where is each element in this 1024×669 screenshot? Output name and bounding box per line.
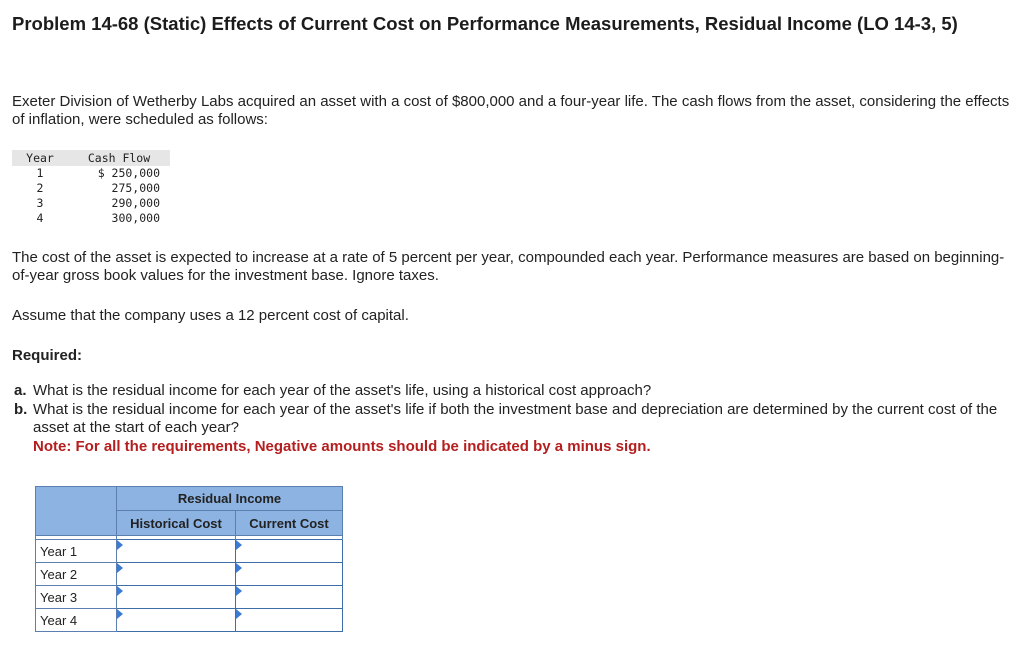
cash-flow-value: 290,000 <box>111 196 160 210</box>
input-marker-icon <box>117 609 123 619</box>
cash-flow-year: 1 <box>36 166 44 180</box>
question-list <box>14 382 1014 456</box>
table-row <box>36 586 343 609</box>
current-cost-input-cell[interactable] <box>236 609 343 632</box>
required-heading: Required: <box>12 347 83 364</box>
cash-flow-table <box>12 150 170 226</box>
question-letter: b. <box>14 400 28 418</box>
cash-flow-year: 2 <box>36 181 44 195</box>
table-row <box>36 540 343 563</box>
historical-cost-year-3-input[interactable] <box>117 587 235 607</box>
row-label-year-4: Year 4 <box>36 609 117 632</box>
cash-flow-row <box>12 166 170 181</box>
question-text: What is the residual income for each year of the asset's life, using a historical cost approach? <box>33 382 652 399</box>
current-cost-input-cell[interactable] <box>236 540 343 563</box>
residual-income-table <box>35 486 343 632</box>
input-marker-icon <box>236 540 242 550</box>
cash-flow-value: $ 250,000 <box>97 166 160 180</box>
intro-paragraph: Exeter Division of Wetherby Labs acquired an asset with a cost of $800,000 and a four-year life. The cash flows from the asset, considering the effects of inflation, were scheduled as follows: <box>12 93 1010 128</box>
row-label-year-3: Year 3 <box>36 586 117 609</box>
cash-flow-year: 3 <box>36 196 44 210</box>
input-marker-icon <box>117 586 123 596</box>
table-row <box>36 609 343 632</box>
current-cost-header: Current Cost <box>236 511 343 536</box>
historical-cost-year-4-input[interactable] <box>117 610 235 630</box>
cash-flow-row <box>12 211 170 226</box>
question-text: What is the residual income for each year of the asset's life if both the investment base and depreciation are determined by the current cost of the asset at the start of each year? <box>33 400 998 436</box>
historical-cost-input-cell[interactable] <box>117 540 236 563</box>
question-b <box>14 401 1014 438</box>
cash-flow-header-flow: Cash Flow <box>68 150 170 166</box>
cash-flow-row <box>12 181 170 196</box>
cost-of-capital-paragraph: Assume that the company uses a 12 percent cost of capital. <box>12 307 409 324</box>
row-label-year-1: Year 1 <box>36 540 117 563</box>
input-marker-icon <box>236 609 242 619</box>
row-label-year-2: Year 2 <box>36 563 117 586</box>
cash-flow-header-year: Year <box>12 150 68 166</box>
cash-flow-year: 4 <box>36 211 44 225</box>
input-marker-icon <box>117 563 123 573</box>
input-marker-icon <box>117 540 123 550</box>
inflation-paragraph: The cost of the asset is expected to increase at a rate of 5 percent per year, compounded each year. Performance measures are based on beginning-of-year gross book values for the investment base. Ignore taxes. <box>12 249 1005 284</box>
historical-cost-year-2-input[interactable] <box>117 564 235 584</box>
current-cost-year-3-input[interactable] <box>236 587 342 607</box>
negative-amount-note: Note: For all the requirements, Negative amounts should be indicated by a minus sign. <box>33 437 651 455</box>
question-letter: a. <box>14 382 27 399</box>
table-row <box>36 563 343 586</box>
residual-income-header: Residual Income <box>117 487 343 511</box>
input-marker-icon <box>236 563 242 573</box>
historical-cost-input-cell[interactable] <box>117 563 236 586</box>
question-a <box>14 382 1014 401</box>
cash-flow-row <box>12 196 170 211</box>
historical-cost-input-cell[interactable] <box>117 609 236 632</box>
header-blank-cell <box>36 487 117 536</box>
current-cost-year-2-input[interactable] <box>236 564 342 584</box>
cash-flow-value: 300,000 <box>111 211 160 225</box>
current-cost-input-cell[interactable] <box>236 586 343 609</box>
historical-cost-year-1-input[interactable] <box>117 541 235 561</box>
historical-cost-header: Historical Cost <box>117 511 236 536</box>
current-cost-year-4-input[interactable] <box>236 610 342 630</box>
current-cost-year-1-input[interactable] <box>236 541 342 561</box>
problem-title: Problem 14-68 (Static) Effects of Current Cost on Performance Measurements, Residual Income (LO 14-3, 5) <box>12 13 958 34</box>
cash-flow-value: 275,000 <box>111 181 160 195</box>
current-cost-input-cell[interactable] <box>236 563 343 586</box>
input-marker-icon <box>236 586 242 596</box>
historical-cost-input-cell[interactable] <box>117 586 236 609</box>
